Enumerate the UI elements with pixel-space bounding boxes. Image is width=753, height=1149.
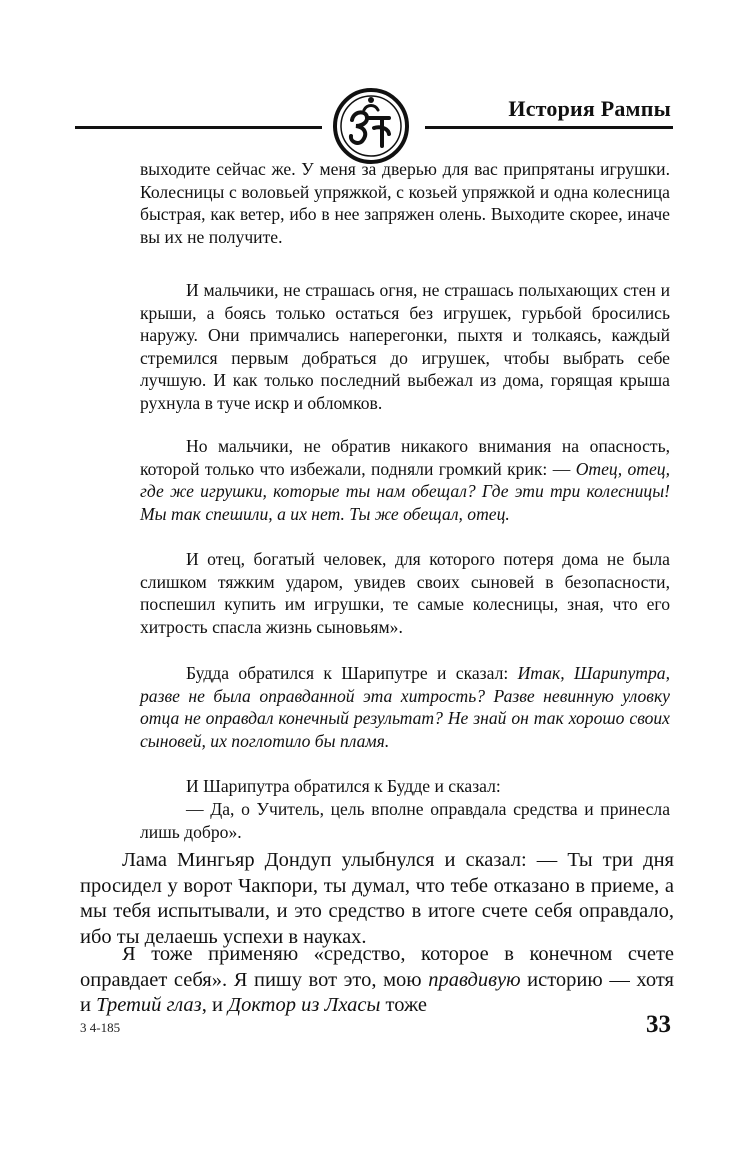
paragraph-text: Я тоже применяю «средство, которое в конечном счете оправдает себя». Я пишу вот это, мою [80, 943, 674, 991]
paragraph-italic-text: Третий глаз [96, 994, 202, 1016]
paragraph [140, 775, 670, 798]
paragraph [140, 548, 670, 638]
paragraph [140, 662, 670, 752]
running-title: История Рампы [508, 96, 671, 121]
paragraph [80, 848, 674, 950]
paragraph-text: Лама Мингьяр Дондуп улыбнулся и сказал: — Ты три дня просидел у ворот Чакпори, ты думал, что тебе отказано в приеме, а мы тебя испытывали, и это средство в итоге счете себя оправдало, ибо ты делаешь успехи в науках. [80, 849, 674, 948]
paragraph-text: И мальчики, не страшась огня, не страшась полыхающих стен и крыши, а боясь только остаться без игрушек, гурьбой бросились наружу. Они примчались наперегонки, пыхтя и толкаясь, каждый стремился первым добраться до игрушек, чтобы выбрать себе лучшую. И как только последний выбежал из дома, горящая крыша рухнула в туче искр и обломков. [140, 280, 670, 413]
paragraph-italic-text: Отец, отец, где же игрушки, которые ты нам обещал? Где эти три колесницы! Мы так спешили, а их нет. Ты же обещал, отец. [140, 458, 670, 524]
paragraph [140, 798, 670, 843]
paragraph-text: Будда обратился к Шарипутре и сказал: [186, 663, 518, 683]
header-rule-left [75, 126, 322, 129]
paragraph-text: И отец, богатый человек, для которого потеря дома не была слишком тяжким ударом, увидев своих сыновей в безопасности, поспешил купить им игрушки, те самые колесницы, зная, что его хитрость спасла жизнь сыновьям». [140, 549, 670, 637]
paragraph-italic-text: правдивую [428, 968, 521, 991]
paragraph-italic-text: Итак, Шарипутра, разве не была оправданной эта хитрость? Разве невинную уловку отца не оправдал конечный результат? Не знай он так хорошо своих сыновей, их поглотило бы пламя. [140, 663, 671, 751]
paragraph-text: — Да, о Учитель, цель вполне оправдала средства и принесла лишь добро». [140, 799, 670, 842]
paragraph [140, 435, 670, 525]
page-number: 33 [646, 1011, 671, 1038]
paragraph [80, 942, 674, 1019]
paragraph-text: тоже [380, 994, 427, 1016]
paragraph [140, 279, 670, 415]
paragraph [140, 158, 670, 248]
paragraph-text: , и [201, 994, 229, 1016]
paragraph-text: выходите сейчас же. У меня за дверью для вас припрятаны игрушки. Колесницы с воловьей упряжкой, с козьей упряжкой и одна колесница быстрая, как ветер, ибо в нее запряжен олень. Выходите скорее, иначе вы их не получите. [140, 159, 670, 247]
paragraph-italic-text: Доктор из Лхасы [228, 994, 381, 1016]
paragraph-text: И Шарипутра обратился к Будде и сказал: [186, 776, 501, 796]
paragraph-text: историю — хотя и [80, 968, 674, 1016]
printer-signature: 3 4-185 [80, 1020, 121, 1035]
om-emblem-icon [330, 86, 412, 166]
paragraph-text: Но мальчики, не обратив никакого внимания на опасность, которой только что избежали, подняли громкий крик: — [140, 436, 670, 479]
header-rule-right [425, 126, 673, 129]
